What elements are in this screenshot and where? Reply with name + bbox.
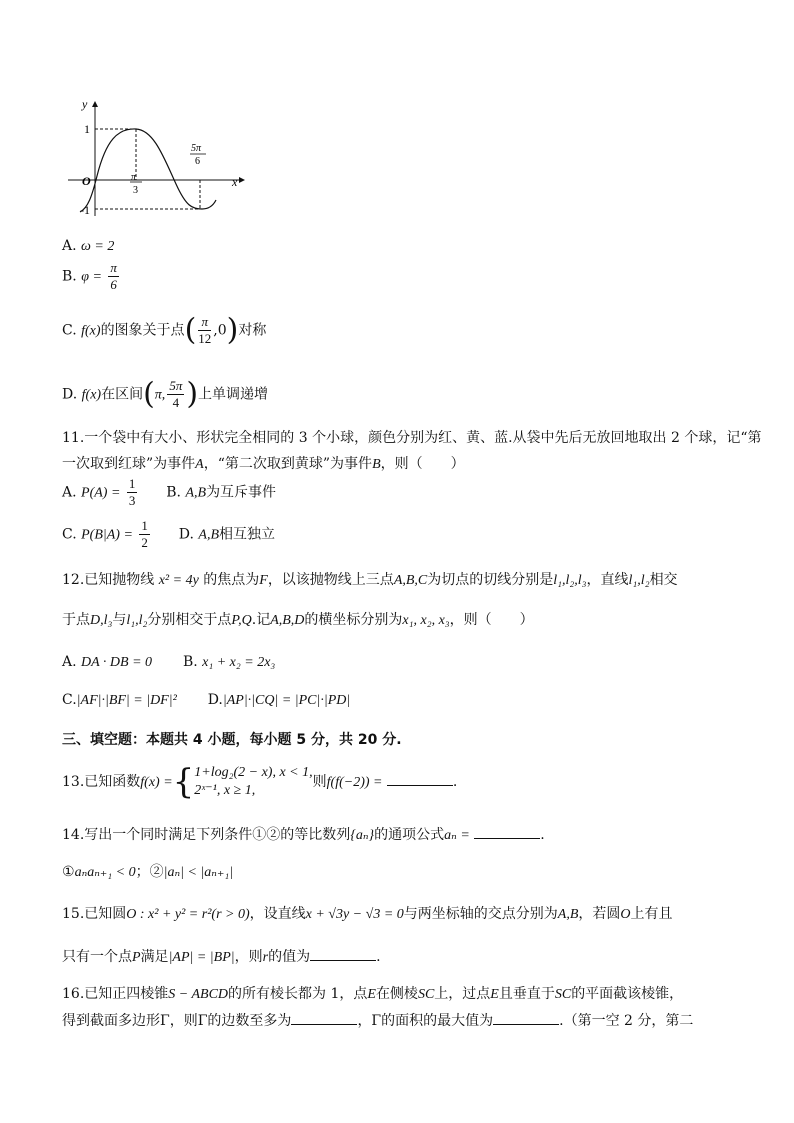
pi-over-three-num: π bbox=[131, 172, 137, 183]
q11-stem-line2: 一次取到红球”为事件A，“第二次取到黄球”为事件B，则（ ） bbox=[62, 456, 465, 472]
q16-answer-blank-2[interactable] bbox=[493, 1010, 559, 1025]
q10-option-c: C. f(x)的图象关于点( $\frac{\pi}{12}$ ,0)对称 bbox=[62, 312, 267, 348]
q11-options-cd: C. P(B|A) = $\frac{1}{2}$ D. A,B相互独立 bbox=[62, 518, 276, 550]
q12-stem-line1: 12.已知抛物线 x² = 4y 的焦点为F，以该抛物线上三点A,B,C为切点的切线分别是l₁,l₂,l₃，直线l₁,l₂相交 bbox=[62, 572, 678, 588]
q16-stem-line1: 16.已知正四棱锥S − ABCD的所有棱长都为 1，点E在侧棱SC上，过点E且垂直于SC的平面截该棱锥， bbox=[62, 986, 684, 1002]
five-pi-over-six-num: 5π bbox=[191, 143, 202, 154]
q16-answer-blank-1[interactable] bbox=[291, 1010, 357, 1025]
sine-curve bbox=[80, 129, 216, 212]
q12-options-ab: A. DA · DB = 0 B. x₁ + x₂ = 2x₃ bbox=[62, 654, 276, 670]
q11-options-ab: A. P(A) = $\frac{1}{3}$ B. A,B为互斥事件 bbox=[62, 476, 277, 508]
q15-stem-line1: 15.已知圆O : x² + y² = r²(r > 0)，设直线x + √3y − √3 = 0与两坐标轴的交点分别为A,B，若圆O上有且 bbox=[62, 906, 673, 922]
q14-conditions: ①aₙaₙ₊₁ < 0；②|aₙ| < |aₙ₊₁| bbox=[62, 864, 234, 880]
q12-stem-line2: 于点D,l₃与l₁,l₂分别相交于点P,Q.记A,B,D的横坐标分别为x₁, x₂, x₃，则（ ） bbox=[62, 612, 534, 628]
five-pi-over-six-den: 6 bbox=[195, 156, 200, 167]
y-axis-label: y bbox=[82, 97, 88, 111]
q10-option-a: A. ω = 2 bbox=[62, 238, 115, 254]
origin-label: O bbox=[82, 174, 91, 188]
q14-stem: 14.写出一个同时满足下列条件①②的等比数列{aₙ}的通项公式aₙ = . bbox=[62, 824, 545, 846]
y-neg-one-label: -1 bbox=[80, 203, 90, 217]
section-heading: 三、填空题：本题共 4 小题，每小题 5 分，共 20 分. bbox=[62, 732, 402, 748]
q14-answer-blank[interactable] bbox=[474, 824, 540, 839]
x-axis-label: x bbox=[232, 175, 238, 189]
q15-answer-blank[interactable] bbox=[310, 946, 376, 961]
pi-over-three-den: 3 bbox=[133, 185, 138, 196]
q12-options-cd: C.|AF|·|BF| = |DF|² D.|AP|·|CQ| = |PC|·|PD| bbox=[62, 692, 351, 708]
q13-answer-blank[interactable] bbox=[387, 771, 453, 786]
y-one-label: 1 bbox=[84, 122, 90, 136]
q11-stem-line1: 11.一个袋中有大小、形状完全相同的 3 个小球，颜色分别为红、黄、蓝.从袋中先后无放回地取出 2 个球，记“第 bbox=[62, 430, 762, 446]
q10-option-d: D. f(x)在区间(π, $\frac{5\pi}{4}$ )上单调递增 bbox=[62, 376, 269, 412]
sine-graph bbox=[60, 88, 260, 218]
q15-stem-line2: 只有一个点P满足|AP| = |BP|，则r的值为 . bbox=[62, 946, 381, 968]
q10-option-b: B. φ = $\frac{\pi}{6}$ bbox=[62, 260, 117, 292]
q16-stem-line2: 得到截面多边形Γ，则Γ的边数至多为 ，Γ的面积的最大值为 .（第一空 2 分，第二 bbox=[62, 1010, 693, 1031]
q13: 13.已知函数f(x) ={ 1+log₂(2 − x), x < 1, 2ˣ⁻¹, x ≥ 1, 则f(f(−2)) = . bbox=[62, 762, 458, 802]
